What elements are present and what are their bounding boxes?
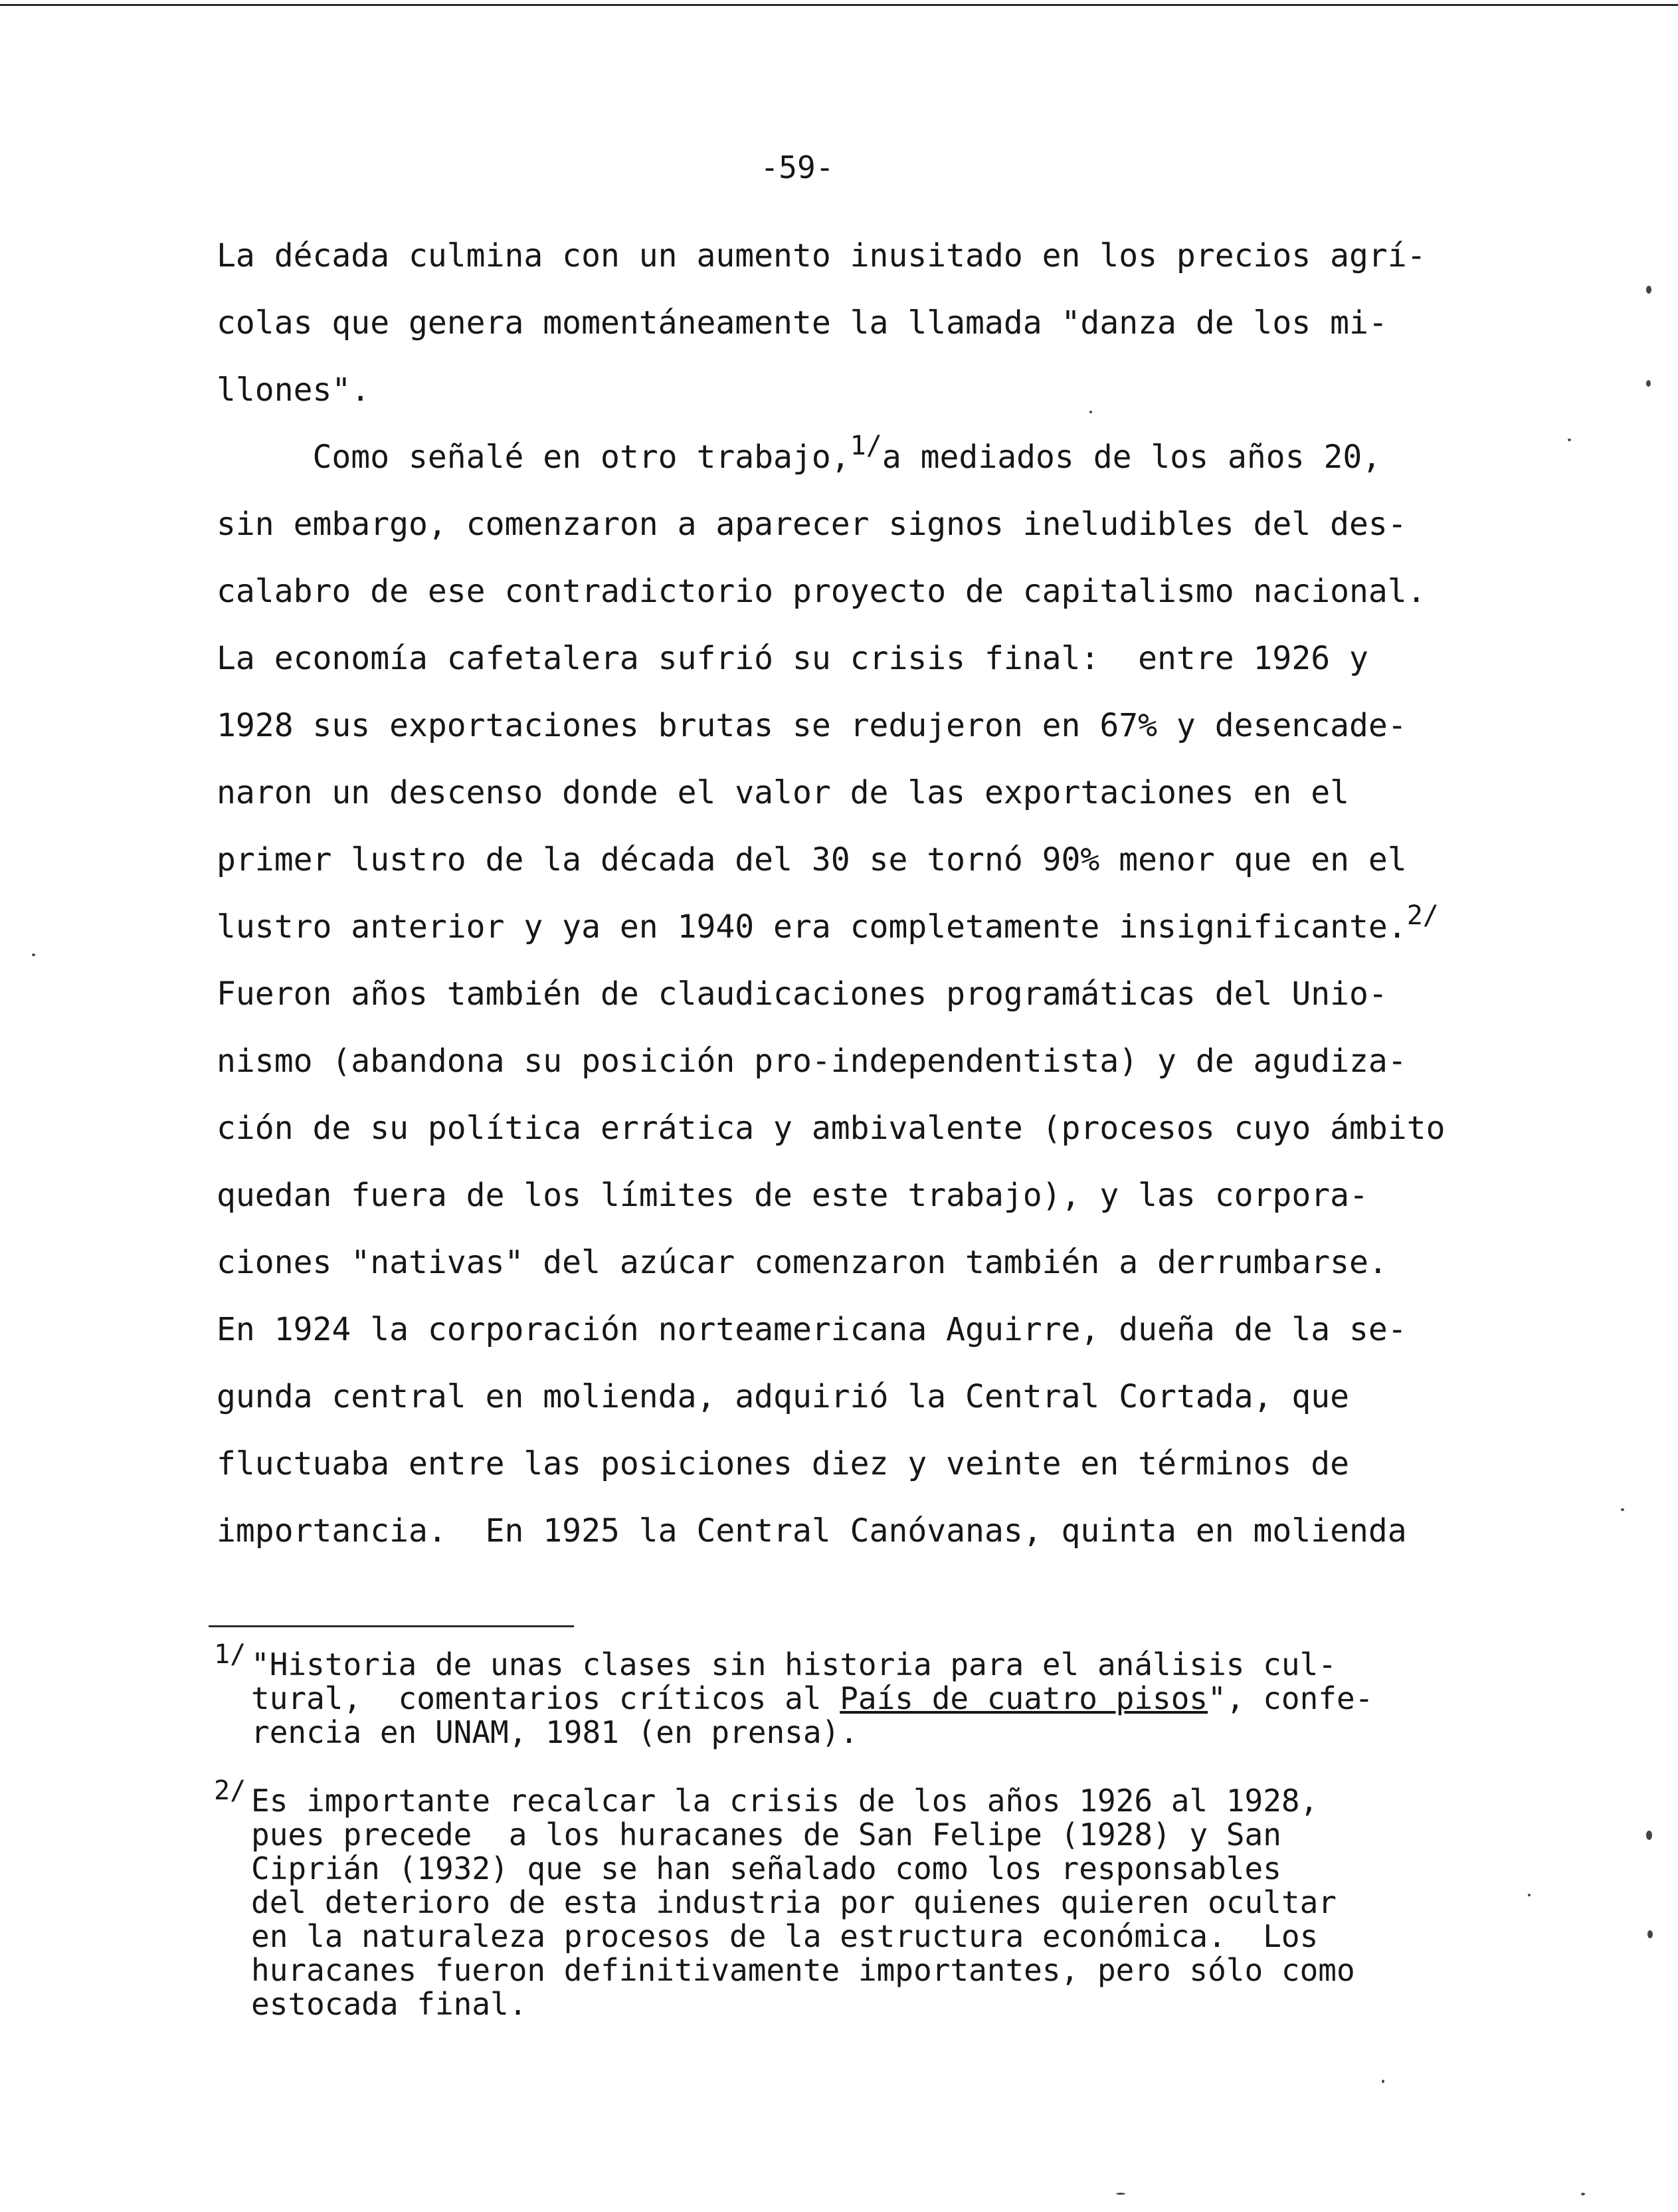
- body-line: En 1924 la corporación norteamericana Aguirre, dueña de la se-: [217, 1311, 1407, 1348]
- body-line: [217, 900, 1492, 974]
- footnote-line: [251, 1682, 1489, 1716]
- scan-speck: [1647, 1930, 1653, 1938]
- footnote-line: "Historia de unas clases sin historia para el análisis cul-: [251, 1647, 1337, 1682]
- footnote-separator: [209, 1625, 574, 1627]
- footnote-ref-1[interactable]: 1/: [850, 431, 882, 461]
- body-line: llones".: [217, 371, 371, 409]
- footnote-line: estocada final.: [251, 1986, 527, 2022]
- footnote-line: rencia en UNAM, 1981 (en prensa).: [251, 1714, 858, 1750]
- top-scan-rule: [0, 4, 1678, 6]
- body-line: [217, 431, 1492, 504]
- body-line: primer lustro de la década del 30 se tornó 90% menor que en el: [217, 841, 1407, 878]
- body-line-text: Como señalé en otro trabajo,: [217, 439, 850, 476]
- body-line: colas que genera momentáneamente la llamada "danza de los mi-: [217, 304, 1388, 342]
- footnote-line: en la naturaleza procesos de la estructura económica. Los: [251, 1918, 1319, 1954]
- body-line-text: a mediados de los años 20,: [882, 439, 1382, 476]
- footnote-mark: 1/: [214, 1639, 246, 1670]
- footnote-line: pues precede a los huracanes de San Felipe (1928) y San: [251, 1817, 1281, 1853]
- body-line: 1928 sus exportaciones brutas se redujeron en 67% y desencade-: [217, 707, 1407, 744]
- underlined-title: País de cuatro pisos: [840, 1680, 1208, 1716]
- body-line: sin embargo, comenzaron a aparecer signos ineludibles del des-: [217, 506, 1407, 543]
- footnote-line: del deterioro de esta industria por quienes quieren ocultar: [251, 1884, 1337, 1920]
- body-line: calabro de ese contradictorio proyecto de capitalismo nacional.: [217, 573, 1426, 610]
- body-line: ción de su política errática y ambivalente (procesos cuyo ámbito: [217, 1110, 1445, 1147]
- footnote-line: Es importante recalcar la crisis de los años 1926 al 1928,: [251, 1783, 1319, 1819]
- body-line: La economía cafetalera sufrió su crisis final: entre 1926 y: [217, 640, 1368, 677]
- scan-speck: [1621, 1508, 1624, 1511]
- page-number: -59-: [760, 150, 834, 185]
- body-line: La década culmina con un aumento inusitado en los precios agrí-: [217, 237, 1426, 274]
- footnote-line: Ciprián (1932) que se han señalado como los responsables: [251, 1851, 1281, 1886]
- scan-speck: [1528, 1894, 1531, 1896]
- footnote-mark: 2/: [214, 1775, 246, 1806]
- scan-speck: [1646, 286, 1651, 294]
- body-text: [217, 236, 1492, 1578]
- body-line: quedan fuera de los límites de este trabajo), y las corpora-: [217, 1177, 1368, 1214]
- scan-speck: [1089, 411, 1092, 413]
- body-line: ciones "nativas" del azúcar comenzaron también a derrumbarse.: [217, 1244, 1388, 1281]
- body-line: fluctuaba entre las posiciones diez y veinte en términos de: [217, 1445, 1350, 1482]
- footnote-line: huracanes fueron definitivamente importantes, pero sólo como: [251, 1952, 1355, 1988]
- body-line: naron un descenso donde el valor de las exportaciones en el: [217, 774, 1350, 811]
- body-line-text: lustro anterior y ya en 1940 era completamente insignificante.: [217, 908, 1407, 946]
- footnote-2: [214, 1775, 1489, 2022]
- body-line: nismo (abandona su posición pro-independentista) y de agudiza-: [217, 1043, 1407, 1080]
- scan-speck: [1646, 380, 1651, 387]
- footnote-1: [214, 1639, 1489, 1750]
- footnote-ref-2[interactable]: 2/: [1406, 900, 1439, 931]
- footnote-line-text: tural, comentarios críticos al: [251, 1680, 840, 1716]
- body-line: gunda central en molienda, adquirió la Central Cortada, que: [217, 1378, 1350, 1415]
- scan-speck: [1568, 439, 1571, 441]
- scan-speck: [32, 954, 35, 956]
- scan-speck: [1581, 2193, 1585, 2195]
- body-line: Fueron años también de claudicaciones programáticas del Unio-: [217, 975, 1388, 1013]
- scan-speck: [1646, 1831, 1652, 1840]
- scan-speck: [1116, 2193, 1125, 2195]
- scan-speck: [1382, 2080, 1384, 2083]
- footnote-line-text: ", confe-: [1208, 1680, 1374, 1716]
- footnotes: [214, 1639, 1489, 2022]
- body-line: importancia. En 1925 la Central Canóvanas, quinta en molienda: [217, 1512, 1407, 1550]
